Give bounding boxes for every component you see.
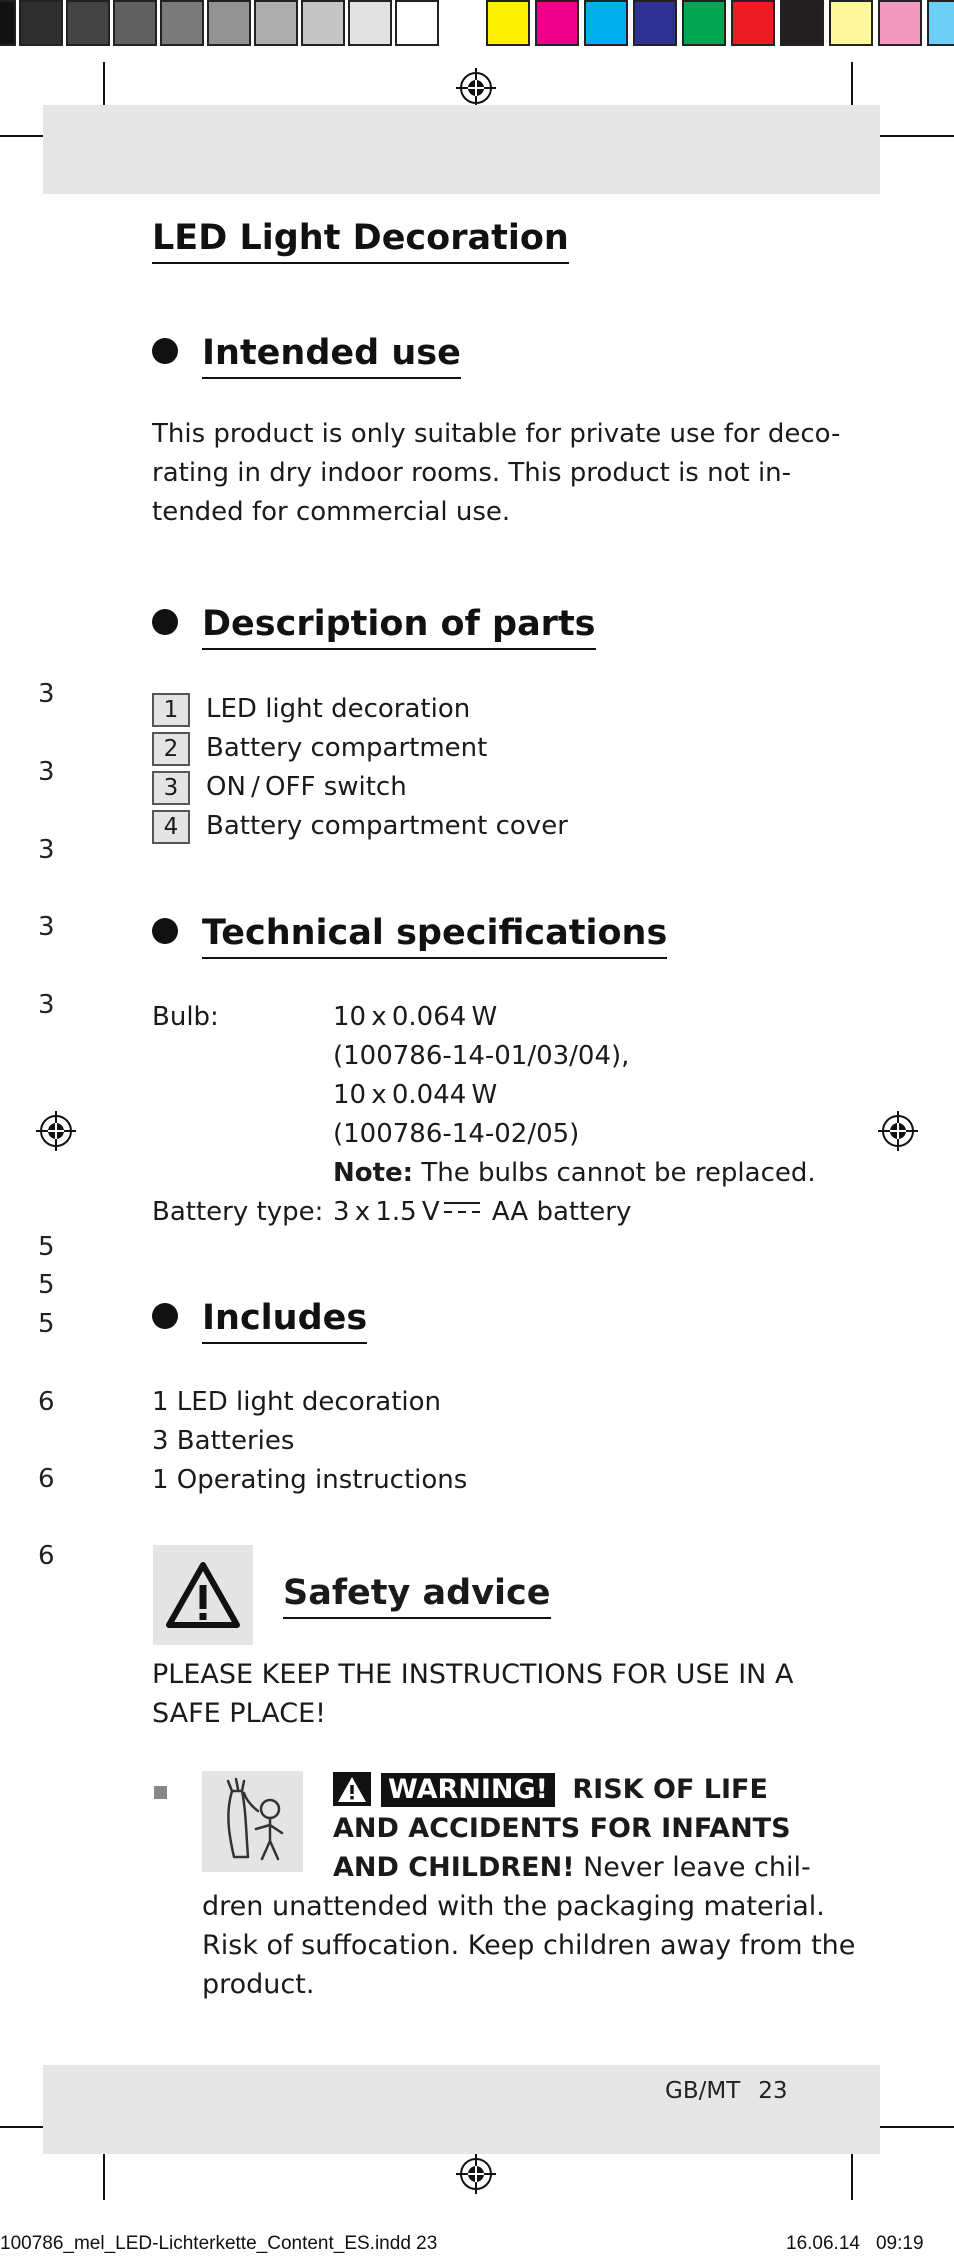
warning-line-2: AND ACCIDENTS FOR INFANTS [333, 1813, 791, 1844]
warning-badge-triangle [333, 1772, 371, 1806]
square-bullet-icon [154, 1786, 167, 1799]
crop-mark [872, 2126, 954, 2128]
warning-line-1: WARNING! RISK OF LIFE [333, 1770, 768, 1809]
bulb-note: Note: The bulbs cannot be replaced. [333, 1158, 816, 1188]
battery-type-value: 3 x 1.5 V AA battery [333, 1197, 632, 1227]
list-item: 1 Operating instructions [152, 1465, 468, 1495]
heading-intended-use: Intended use [152, 333, 461, 379]
warning-triangle-icon [153, 1545, 253, 1645]
list-item: 3 Batteries [152, 1426, 295, 1456]
colour-swatch [682, 0, 726, 46]
grey-swatch [395, 0, 439, 46]
grey-swatch [301, 0, 345, 46]
language-code: GB/MT [665, 2078, 741, 2104]
grey-swatch [160, 0, 204, 46]
grey-swatch [0, 0, 16, 46]
warning-triangle-icon [333, 1772, 371, 1806]
colour-swatch [633, 0, 677, 46]
grey-swatch [254, 0, 298, 46]
colour-swatch [535, 0, 579, 46]
heading-technical-specifications: Technical specifications [152, 913, 667, 959]
colour-swatch [829, 0, 873, 46]
slug-timestamp: 16.06.14 09:19 [786, 2233, 924, 2254]
battery-type-label: Battery type: [152, 1197, 324, 1227]
registration-mark-icon [36, 1111, 76, 1151]
margin-digit: 6 [38, 1541, 55, 1571]
margin-digit: 3 [38, 835, 55, 865]
page-footer [665, 2078, 788, 2104]
document-title: LED Light Decoration [152, 218, 569, 264]
parts-list [152, 690, 568, 846]
colour-swatch [927, 0, 954, 46]
warning-line-5: Risk of suffocation. Keep children away from the [202, 1930, 856, 1961]
section-bullet-icon [152, 609, 178, 635]
list-item: 2 Battery compartment [152, 729, 568, 768]
margin-digit: 6 [38, 1387, 55, 1417]
grey-swatch [207, 0, 251, 46]
warning-line-3: AND CHILDREN! Never leave chil- [333, 1852, 811, 1883]
child-warning-box [202, 1771, 303, 1872]
list-item: 3 ON / OFF switch [152, 768, 568, 807]
margin-digit: 3 [38, 990, 55, 1020]
heading-safety-advice: Safety advice [283, 1573, 551, 1619]
colour-swatch [584, 0, 628, 46]
heading-description-of-parts: Description of parts [152, 604, 596, 650]
margin-digit: 5 [38, 1309, 55, 1339]
page-number: 23 [758, 2078, 788, 2104]
registration-mark-icon [456, 2154, 496, 2194]
margin-digit: 3 [38, 912, 55, 942]
crop-mark [872, 135, 954, 137]
section-bullet-icon [152, 1303, 178, 1329]
grey-swatch [66, 0, 110, 46]
margin-digit: 3 [38, 757, 55, 787]
grey-swatch [348, 0, 392, 46]
crop-mark [103, 62, 105, 110]
slug-filename: 100786_mel_LED-Lichterkette_Content_ES.indd 23 [0, 2233, 438, 2254]
warning-line-6: product. [202, 1969, 315, 2000]
part-number-box: 3 [152, 771, 190, 805]
warning-line-4: dren unattended with the packaging material. [202, 1891, 825, 1922]
margin-digit: 5 [38, 1232, 55, 1262]
warning-triangle-box [153, 1545, 253, 1645]
list-item: 1 LED light decoration [152, 1387, 442, 1417]
heading-includes: Includes [152, 1298, 367, 1344]
registration-mark-icon [456, 68, 496, 108]
section-bullet-icon [152, 918, 178, 944]
crop-mark [851, 2150, 853, 2200]
keep-instructions-notice: PLEASE KEEP THE INSTRUCTIONS FOR USE IN A SAFE PLACE! [152, 1659, 794, 1729]
margin-digit: 5 [38, 1270, 55, 1300]
margin-digit: 6 [38, 1464, 55, 1494]
bulb-value: 10 x 0.064 W (100786-14-01/03/04), 10 x 0.044 W (100786-14-02/05) Note: The bulbs cannot be replaced. [333, 998, 816, 1193]
process-colour-bar [486, 0, 954, 50]
warning-label: WARNING! [381, 1773, 555, 1807]
grey-swatch [19, 0, 63, 46]
bulb-label: Bulb: [152, 1002, 219, 1032]
intended-use-text: This product is only suitable for private use for deco- rating in dry indoor rooms. This product is not in- tended for commercial use. [152, 419, 841, 527]
margin-digit: 3 [38, 679, 55, 709]
part-number-box: 2 [152, 732, 190, 766]
list-item: 1 LED light decoration [152, 690, 568, 729]
section-bullet-icon [152, 338, 178, 364]
colour-swatch [486, 0, 530, 46]
includes-list [152, 1383, 467, 1500]
registration-mark-icon [878, 1111, 918, 1151]
child-with-bag-icon [202, 1771, 303, 1872]
crop-mark [851, 62, 853, 110]
grey-scale-bar [0, 0, 442, 50]
grey-swatch [113, 0, 157, 46]
header-band [43, 105, 880, 194]
crop-mark [103, 2150, 105, 2200]
part-number-box: 4 [152, 810, 190, 844]
colour-swatch [731, 0, 775, 46]
colour-swatch [878, 0, 922, 46]
colour-swatch [780, 0, 824, 46]
part-number-box: 1 [152, 693, 190, 727]
list-item: 4 Battery compartment cover [152, 807, 568, 846]
direct-current-icon [444, 1202, 480, 1216]
